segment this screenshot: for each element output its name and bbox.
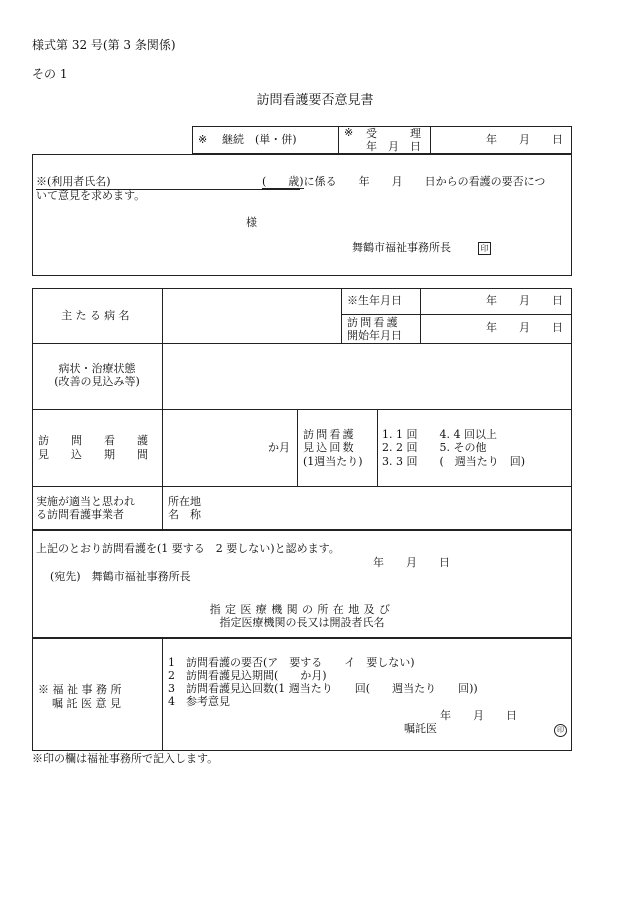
- opinion-item-3[interactable]: 3 訪問看護見込回数(1 週当たり 回( 週当たり 回)): [168, 682, 478, 695]
- count-option-2[interactable]: 2. 2 回 5. その他: [382, 441, 487, 454]
- approval-text: 上記のとおり訪問看護を(1 要する 2 要しない)と認めます。: [36, 542, 340, 555]
- opinion-item-4[interactable]: 4 参考意見: [168, 695, 230, 708]
- opinion-item-2[interactable]: 2 訪問看護見込期間( か月): [168, 669, 327, 682]
- office-name: 舞鶴市福祉事務所長: [352, 241, 451, 254]
- receive-date-label: 年 月 日: [366, 140, 421, 153]
- honorific: 様: [246, 216, 257, 229]
- visit-start-label-2: 開始年月日: [347, 329, 402, 342]
- institution-label-1: 指定医療機関の所在地及び: [209, 603, 395, 616]
- visit-start-date-field[interactable]: 年 月 日: [486, 321, 563, 334]
- receipt-date: 年 月 日: [486, 133, 563, 146]
- addressee: (宛先) 舞鶴市福祉事務所長: [50, 570, 191, 583]
- request-box: [32, 154, 572, 276]
- months-unit: か月: [268, 441, 290, 454]
- condition-label-1: 病状・治療状態: [58, 362, 136, 375]
- birth-date-field[interactable]: 年 月 日: [486, 294, 563, 307]
- age-field[interactable]: ( 歳): [262, 175, 304, 188]
- doctor-seal: 印: [554, 724, 567, 737]
- form-sub-number: その 1: [32, 67, 68, 81]
- request-text-1: に係る 年 月 日からの看護の要否につ: [303, 175, 546, 188]
- request-text-2: いて意見を求めます。: [36, 189, 146, 202]
- birth-date-label: ※生年月日: [347, 294, 402, 307]
- count-label-3: (1週当たり): [303, 455, 363, 468]
- institution-label-2: 指定医療機関の長又は開設者氏名: [219, 616, 385, 629]
- doctor-name-label: 嘱託医: [404, 722, 437, 735]
- count-option-3[interactable]: 3. 3 回 ( 週当たり 回): [382, 455, 526, 468]
- provider-label-1: 実施が適当と思われ: [36, 495, 135, 508]
- count-label-1: 訪問看護: [303, 428, 356, 441]
- disease-label: 主たる病名: [61, 309, 133, 322]
- user-name-field[interactable]: [36, 175, 300, 190]
- period-label-1: 訪 問 看 護: [38, 434, 148, 447]
- period-label-2: 見 込 期 間: [38, 448, 148, 461]
- document-title: 訪問看護要否意見書: [256, 93, 374, 108]
- office-seal: 印: [478, 242, 491, 255]
- visit-start-label-1: 訪問看護: [347, 316, 400, 329]
- provider-address-label: 所在地: [168, 495, 201, 508]
- provider-label-2: る訪問看護事業者: [36, 508, 124, 521]
- count-label-2: 見込回数: [303, 441, 356, 454]
- approval-date: 年 月 日: [373, 556, 450, 569]
- receive-mark: ※: [344, 126, 354, 139]
- receipt-mark: ※: [198, 133, 208, 146]
- receive-label: 受 理: [366, 127, 421, 140]
- provider-name-label: 名 称: [168, 508, 201, 521]
- continue-label: 継続 (単・併): [222, 133, 297, 146]
- footer-note: ※印の欄は福祉事務所で記入します。: [32, 752, 219, 765]
- count-option-1[interactable]: 1. 1 回 4. 4 回以上: [382, 428, 497, 441]
- user-name-label: ※(利用者氏名): [36, 175, 111, 188]
- doctor-label-2: 嘱 託 医 意 見: [52, 697, 121, 710]
- doctor-label-1: ※ 福 祉 事 務 所: [38, 683, 122, 696]
- form-number: 様式第 32 号(第 3 条関係): [32, 38, 176, 52]
- condition-label-2: (改善の見込み等): [54, 375, 140, 388]
- opinion-item-1[interactable]: 1 訪問看護の要否(ア 要する イ 要しない): [168, 656, 415, 669]
- doctor-date: 年 月 日: [440, 709, 517, 722]
